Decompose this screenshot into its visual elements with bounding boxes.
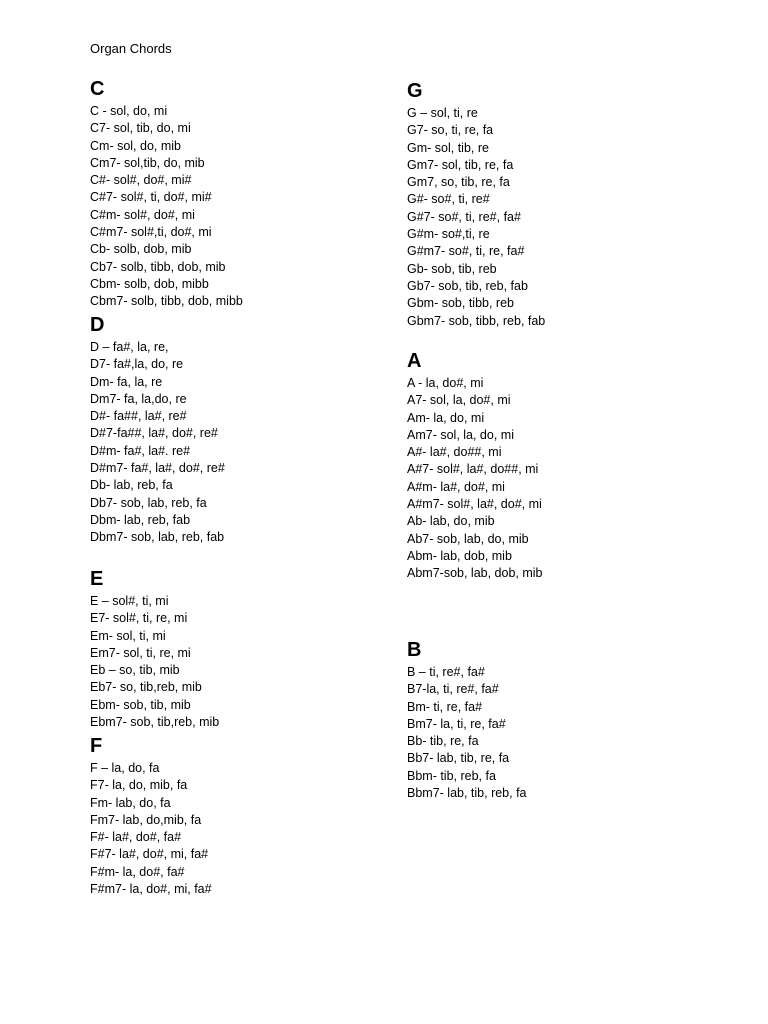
- chord-line: Gm7- sol, tib, re, fa: [407, 157, 514, 172]
- chord-line: Fm7- lab, do,mib, fa: [90, 812, 202, 827]
- chord-list: [407, 105, 545, 330]
- chord-line: Dbm7- sob, lab, reb, fab: [90, 530, 225, 545]
- chord-line: Cb7- solb, tibb, dob, mib: [90, 259, 226, 274]
- chord-line: Abm- lab, dob, mib: [407, 548, 512, 563]
- chord-line: Em7- sol, ti, re, mi: [90, 645, 191, 660]
- section-heading: A: [407, 350, 422, 372]
- chord-line: D#m7- fa#, la#, do#, re#: [90, 461, 225, 476]
- chord-line: Cbm7- solb, tibb, dob, mibb: [90, 294, 243, 309]
- chord-line: F – la, do, fa: [90, 761, 160, 775]
- section-d: [90, 313, 225, 547]
- chord-line: A - la, do#, mi: [407, 376, 484, 390]
- chord-line: Gm7, so, tib, re, fa: [407, 175, 510, 190]
- chord-list: [407, 375, 543, 583]
- chord-line: D#- fa##, la#, re#: [90, 409, 187, 424]
- chord-line: Bm- ti, re, fa#: [407, 699, 483, 714]
- chord-line: Abm7-sob, lab, dob, mib: [407, 566, 543, 581]
- chord-line: C - sol, do, mi: [90, 104, 168, 118]
- chord-line: Gb7- sob, tib, reb, fab: [407, 278, 528, 293]
- chord-list: [90, 760, 212, 898]
- chord-line: F#m- la, do#, fa#: [90, 864, 185, 879]
- chord-line: B – ti, re#, fa#: [407, 665, 485, 679]
- chord-line: Dm7- fa, la,do, re: [90, 391, 187, 406]
- chord-list: [90, 103, 243, 311]
- chord-line: A#m7- sol#, la#, do#, mi: [407, 497, 542, 512]
- chord-line: B7-la, ti, re#, fa#: [407, 682, 499, 697]
- section-c: [90, 77, 243, 311]
- chord-line: C#- sol#, do#, mi#: [90, 173, 192, 188]
- chord-line: D – fa#, la, re,: [90, 340, 169, 354]
- chord-line: C#7- sol#, ti, do#, mi#: [90, 190, 212, 205]
- chord-line: Db- lab, reb, fa: [90, 478, 173, 493]
- chord-line: F#- la#, do#, fa#: [90, 830, 182, 845]
- chord-line: G#- so#, ti, re#: [407, 192, 490, 207]
- chord-line: G#7- so#, ti, re#, fa#: [407, 209, 521, 224]
- chord-list: [90, 339, 225, 547]
- chord-list: [407, 664, 527, 802]
- chord-line: Am7- sol, la, do, mi: [407, 427, 514, 442]
- chord-list: [90, 593, 219, 731]
- chord-line: Bbm- tib, reb, fa: [407, 768, 496, 783]
- chord-line: A#7- sol#, la#, do##, mi: [407, 462, 539, 477]
- chord-line: A7- sol, la, do#, mi: [407, 393, 511, 408]
- chord-line: Em- sol, ti, mi: [90, 628, 166, 643]
- chord-line: G#m- so#,ti, re: [407, 227, 490, 242]
- chord-line: Ab- lab, do, mib: [407, 514, 495, 529]
- chord-line: D#m- fa#, la#. re#: [90, 443, 191, 458]
- section-heading: F: [90, 735, 103, 757]
- chord-line: Dm- fa, la, re: [90, 374, 163, 389]
- chord-line: Ebm7- sob, tib,reb, mib: [90, 715, 220, 730]
- chord-line: E7- sol#, ti, re, mi: [90, 611, 188, 626]
- section-f: [90, 734, 212, 898]
- chord-line: Bbm7- lab, tib, reb, fa: [407, 786, 527, 801]
- chord-line: C7- sol, tib, do, mi: [90, 121, 191, 136]
- chord-line: Dbm- lab, reb, fab: [90, 512, 191, 527]
- chord-line: F#m7- la, do#, mi, fa#: [90, 882, 212, 897]
- section-a: [407, 349, 543, 583]
- page-title: Organ Chords: [90, 41, 172, 56]
- section-heading: B: [407, 639, 422, 661]
- chord-line: A#- la#, do##, mi: [407, 445, 502, 460]
- chord-line: Cm- sol, do, mib: [90, 138, 181, 153]
- chord-line: Bb- tib, re, fa: [407, 734, 479, 749]
- chord-line: D7- fa#,la, do, re: [90, 357, 184, 372]
- chord-line: Eb7- so, tib,reb, mib: [90, 680, 202, 695]
- chord-line: G#m7- so#, ti, re, fa#: [407, 244, 525, 259]
- section-b: [407, 638, 527, 802]
- chord-line: Cm7- sol,tib, do, mib: [90, 155, 205, 170]
- section-heading: E: [90, 568, 104, 590]
- chord-line: Eb – so, tib, mib: [90, 663, 180, 678]
- chord-line: Bm7- la, ti, re, fa#: [407, 716, 506, 731]
- chord-line: A#m- la#, do#, mi: [407, 479, 505, 494]
- section-g: [407, 79, 545, 330]
- chord-line: F#7- la#, do#, mi, fa#: [90, 847, 209, 862]
- chord-line: G – sol, ti, re: [407, 106, 478, 120]
- chord-line: C#m7- sol#,ti, do#, mi: [90, 225, 212, 240]
- chord-line: Ab7- sob, lab, do, mib: [407, 531, 529, 546]
- chord-line: Am- la, do, mi: [407, 410, 485, 425]
- section-heading: G: [407, 80, 423, 102]
- section-heading: C: [90, 78, 105, 100]
- chord-line: Gm- sol, tib, re: [407, 140, 489, 155]
- chord-line: Ebm- sob, tib, mib: [90, 697, 191, 712]
- chord-line: E – sol#, ti, mi: [90, 594, 169, 608]
- section-e: [90, 567, 219, 731]
- chord-line: Cbm- solb, dob, mibb: [90, 276, 209, 291]
- section-heading: D: [90, 314, 105, 336]
- chord-line: G7- so, ti, re, fa: [407, 123, 494, 138]
- chord-line: Db7- sob, lab, reb, fa: [90, 495, 207, 510]
- chord-line: Cb- solb, dob, mib: [90, 242, 192, 257]
- chord-line: Gbm7- sob, tibb, reb, fab: [407, 313, 546, 328]
- chord-line: Gb- sob, tib, reb: [407, 261, 497, 276]
- chord-line: Fm- lab, do, fa: [90, 795, 171, 810]
- chord-line: C#m- sol#, do#, mi: [90, 207, 195, 222]
- chord-line: Gbm- sob, tibb, reb: [407, 296, 514, 311]
- chord-line: Bb7- lab, tib, re, fa: [407, 751, 510, 766]
- chord-line: D#7-fa##, la#, do#, re#: [90, 426, 218, 441]
- chord-line: F7- la, do, mib, fa: [90, 778, 188, 793]
